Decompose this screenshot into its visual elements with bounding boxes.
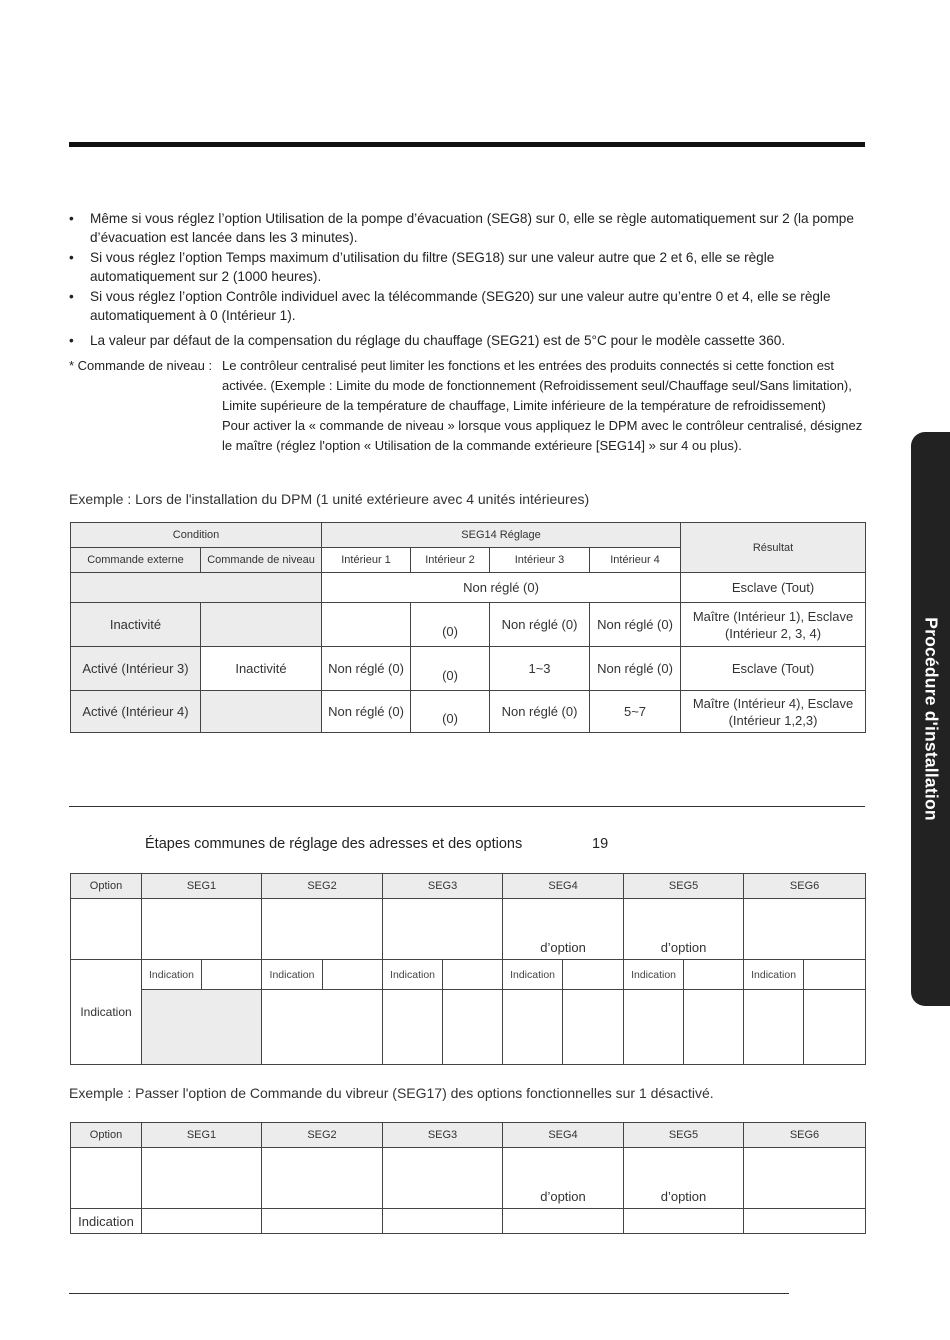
- footer-rule: [69, 1293, 789, 1294]
- section-page-ref: 19: [592, 836, 609, 852]
- seg5-indication: [624, 1209, 744, 1234]
- level-command-note: [69, 356, 869, 456]
- indoor2-header: Intérieur 2: [411, 548, 490, 573]
- table-row: [71, 990, 866, 1065]
- seg4-indication-display-a: [503, 990, 563, 1065]
- seg2-header: SEG2: [262, 1123, 383, 1148]
- seg3-cell: [383, 1148, 503, 1209]
- vibrator-example-table: [70, 1122, 866, 1234]
- level-command-text: Le contrôleur centralisé peut limiter les fonctions et les entrées des produits connectés si cette fonction est activée. (Exemple : Limite du mode de fonctionnement (Refroidissement seul/Chauffage seul/Sans limitation), Limite supérieure de la température de chauffage, Limite inférieure de la température de refroidissement): [222, 358, 852, 413]
- table-row: [71, 691, 866, 733]
- seg5-indication-label: Indication: [624, 960, 684, 990]
- seg2-cell: [262, 1148, 383, 1209]
- indoor2-cell: (0): [411, 603, 490, 647]
- indoor4-cell: Non réglé (0): [590, 603, 681, 647]
- seg6-cell: [744, 899, 866, 960]
- notes-list: [69, 209, 869, 351]
- indoor2-cell: (0): [411, 647, 490, 691]
- section-title: Étapes communes de réglage des adresses et des options: [145, 836, 523, 852]
- seg6-header: SEG6: [744, 1123, 866, 1148]
- seg-option-table: [70, 873, 866, 1065]
- option-cell: [71, 1148, 142, 1209]
- seg3-indication-label: Indication: [383, 960, 443, 990]
- seg1-header: SEG1: [142, 1123, 262, 1148]
- indoor1-cell: Non réglé (0): [322, 691, 411, 733]
- ext-command-cell: Inactivité: [71, 603, 201, 647]
- indoor4-cell: Non réglé (0): [590, 647, 681, 691]
- seg5-indication-display-b: [684, 990, 744, 1065]
- indoor1-cell: Non réglé (0): [322, 647, 411, 691]
- indication-label: Indication: [71, 1209, 142, 1234]
- seg4-cell: d’option: [503, 1148, 624, 1209]
- seg3-indication-display-b: [443, 990, 503, 1065]
- seg2-header: SEG2: [262, 874, 383, 899]
- section-rule: [69, 806, 865, 807]
- seg6-header: SEG6: [744, 874, 866, 899]
- table-row: [71, 899, 866, 960]
- seg3-header: SEG3: [383, 1123, 503, 1148]
- indoor1-cell: [322, 603, 411, 647]
- seg6-indication-display-a: [744, 990, 804, 1065]
- seg6-indication: [744, 1209, 866, 1234]
- seg4-indication-label: Indication: [503, 960, 563, 990]
- ext-command-header: Commande externe: [71, 548, 201, 573]
- result-cell: Maître (Intérieur 1), Esclave (Intérieur 2, 3, 4): [681, 603, 866, 647]
- ext-command-cell: Activé (Intérieur 4): [71, 691, 201, 733]
- top-rule: [69, 142, 865, 147]
- result-cell: Esclave (Tout): [681, 647, 866, 691]
- seg5-header: SEG5: [624, 874, 744, 899]
- section-side-tab: [911, 432, 950, 1006]
- seg5-cell: d’option: [624, 899, 744, 960]
- seg5-indication-value: [684, 960, 744, 990]
- table-row: [71, 603, 866, 647]
- seg1-header: SEG1: [142, 874, 262, 899]
- ext-command-cell: Activé (Intérieur 3): [71, 647, 201, 691]
- seg4-indication: [503, 1209, 624, 1234]
- option-header: Option: [71, 874, 142, 899]
- seg1-indication-display: [142, 990, 262, 1065]
- condition-cell: [71, 573, 322, 603]
- table-row: [71, 1209, 866, 1234]
- level-command-cell: Inactivité: [201, 647, 322, 691]
- seg4-header: SEG4: [503, 1123, 624, 1148]
- note-individual-control: • Si vous réglez l’option Contrôle individuel avec la télécommande (SEG20) sur une valeur autre qu’entre 0 et 4, elle se règle automatiquement à 0 (Intérieur 1).: [69, 287, 869, 325]
- seg6-indication-display-b: [804, 990, 866, 1065]
- seg5-header: SEG5: [624, 1123, 744, 1148]
- seg2-indication-display: [262, 990, 383, 1065]
- indoor4-header: Intérieur 4: [590, 548, 681, 573]
- table-row: [71, 960, 866, 990]
- option-cell: [71, 899, 142, 960]
- level-command-header: Commande de niveau: [201, 548, 322, 573]
- seg2-indication-label: Indication: [262, 960, 323, 990]
- indoor3-cell: Non réglé (0): [490, 691, 590, 733]
- seg6-indication-value: [804, 960, 866, 990]
- note-filter-time: • Si vous réglez l’option Temps maximum d’utilisation du filtre (SEG18) sur une valeur autre que 2 et 6, elle se règle automatiquement sur 2 (1000 heures).: [69, 248, 869, 286]
- seg1-indication: [142, 1209, 262, 1234]
- indoor3-cell: 1~3: [490, 647, 590, 691]
- seg1-indication-label: Indication: [142, 960, 202, 990]
- seg4-header: SEG4: [503, 874, 624, 899]
- note-drain-pump: • Même si vous réglez l’option Utilisation de la pompe d’évacuation (SEG8) sur 0, elle se règle automatiquement sur 2 (la pompe d’évacuation est lancée dans les 3 minutes).: [69, 209, 869, 247]
- vibrator-example-caption: Exemple : Passer l'option de Commande du vibreur (SEG17) des options fonctionnelles sur 1 désactivé.: [69, 1085, 714, 1101]
- seg2-indication: [262, 1209, 383, 1234]
- seg14-header: SEG14 Réglage: [322, 523, 681, 548]
- dpm-example-caption: Exemple : Lors de l'installation du DPM (1 unité extérieure avec 4 unités intérieures): [69, 491, 590, 507]
- dpm-example-table: [70, 522, 866, 733]
- indoor2-cell: (0): [411, 691, 490, 733]
- table-row: [71, 573, 866, 603]
- seg5-cell: d’option: [624, 1148, 744, 1209]
- seg2-indication-value: [323, 960, 383, 990]
- indoor1-header: Intérieur 1: [322, 548, 411, 573]
- seg4-indication-value: [563, 960, 624, 990]
- result-cell: Maître (Intérieur 4), Esclave (Intérieur 1,2,3): [681, 691, 866, 733]
- seg3-cell: [383, 899, 503, 960]
- seg6-indication-label: Indication: [744, 960, 804, 990]
- seg14-cell: Non réglé (0): [322, 573, 681, 603]
- table-row: [71, 1148, 866, 1209]
- result-cell: Esclave (Tout): [681, 573, 866, 603]
- seg5-indication-display-a: [624, 990, 684, 1065]
- seg4-cell: d’option: [503, 899, 624, 960]
- result-header: Résultat: [681, 523, 866, 573]
- seg2-cell: [262, 899, 383, 960]
- note-heating-compensation: • La valeur par défaut de la compensation du réglage du chauffage (SEG21) est de 5°C pour le modèle cassette 360.: [69, 331, 869, 350]
- seg4-indication-display-b: [563, 990, 624, 1065]
- table-row: [71, 647, 866, 691]
- option-header: Option: [71, 1123, 142, 1148]
- seg1-indication-value: [202, 960, 262, 990]
- seg3-header: SEG3: [383, 874, 503, 899]
- seg1-cell: [142, 899, 262, 960]
- indoor3-header: Intérieur 3: [490, 548, 590, 573]
- seg3-indication: [383, 1209, 503, 1234]
- level-command-label: * Commande de niveau :: [69, 358, 213, 373]
- indication-label: Indication: [71, 960, 142, 1065]
- indoor4-cell: 5~7: [590, 691, 681, 733]
- level-command-activation: Pour activer la « commande de niveau » lorsque vous appliquez le DPM avec le contrôleur centralisé, désignez le maître (réglez l'option « Utilisation de la commande extérieure [SEG14] » sur 4 ou plus).: [222, 418, 863, 453]
- indoor3-cell: Non réglé (0): [490, 603, 590, 647]
- level-command-cell: [201, 691, 322, 733]
- seg1-cell: [142, 1148, 262, 1209]
- seg3-indication-value: [443, 960, 503, 990]
- seg3-indication-display-a: [383, 990, 443, 1065]
- seg6-cell: [744, 1148, 866, 1209]
- section-side-tab-label: Procédure d'installation: [921, 617, 941, 821]
- level-command-cell: [201, 603, 322, 647]
- condition-header: Condition: [71, 523, 322, 548]
